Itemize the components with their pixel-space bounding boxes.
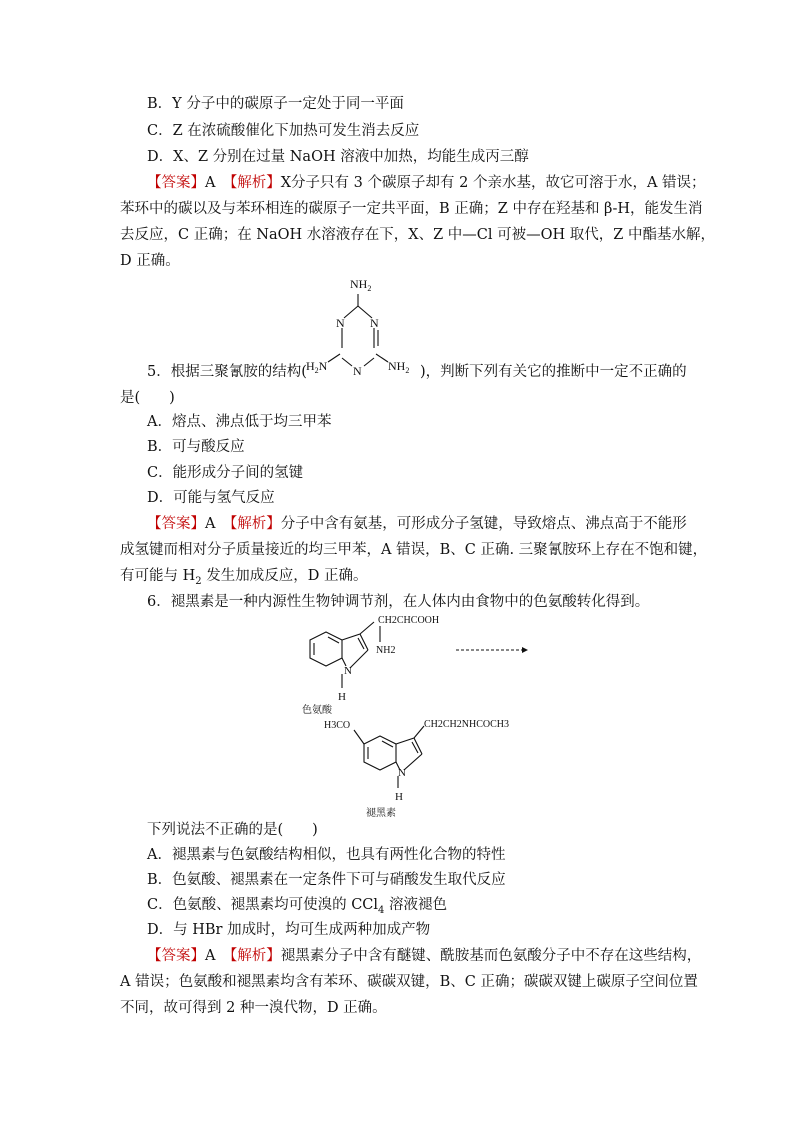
q6-question: 下列说法不正确的是( ) [147,822,318,838]
q4-analysis-line-3: 去反应，C 正确；在 NaOH 水溶液存在下，X、Z 中—Cl 可被—OH 取代，Z 中酯基水解， [120,227,715,243]
ring-n-left: N [336,316,345,330]
answer-tag: 【答案】 [147,175,205,191]
nh2-top-label: $NH_2$ [350,277,372,293]
tryptophan-n-label: N [344,665,352,677]
melatonin-chain-label: CH2CH2NHCOCH3 [424,719,510,730]
melatonin-h-label: H [395,791,403,803]
q5-stem-line-2: 是( ) [120,390,175,406]
q6-analysis-line-3: 不同，故可得到 2 种一溴代物，D 正确。 [120,1000,387,1016]
q4-option-b: B．Y 分子中的碳原子一定处于同一平面 [147,96,404,112]
q4-analysis-line-2: 苯环中的碳以及与苯环相连的碳原子一定共平面，B 正确；Z 中存在羟基和 β-H，能发生消 [120,201,703,217]
q4-analysis-line-4: D 正确。 [120,253,180,269]
q5-stem-part-1: 5．根据三聚氰胺的结构( [147,364,307,380]
melatonin-name: 褪黑素 [366,808,396,819]
analysis-text: 褪黑素分子中含有醚键、酰胺基而色氨酸分子中不存在这些结构， [280,948,702,964]
q6-option-b: B．色氨酸、褪黑素在一定条件下可与硝酸发生取代反应 [147,872,506,888]
melatonin-structure [318,712,528,820]
q6-option-d: D．与 HBr 加成时，均可生成两种加成产物 [147,922,431,938]
ring-n-right: N [370,316,379,330]
q5-answer-line [147,514,687,534]
nh2-right-label: $NH_2$ [388,359,410,375]
q6-option-a: A．褪黑素与色氨酸结构相似，也具有两性化合物的特性 [147,847,506,863]
q5-option-c: C．能形成分子间的氢键 [147,465,304,481]
q5-option-a: A．熔点、沸点低于均三甲苯 [147,414,332,430]
tryptophan-h-label: H [338,691,346,703]
melamine-structure [296,270,426,390]
q5-option-b: B．可与酸反应 [147,439,245,455]
tryptophan-nh2-label: NH2 [376,645,396,656]
analysis-tag: 【解析】 [229,516,281,532]
q4-answer-line [147,173,706,193]
analysis-tag: 【解析】 [229,175,281,191]
q5-stem-part-2: )，判断下列有关它的推断中一定不正确的 [420,364,687,380]
q4-option-d: D．X、Z 分别在过量 NaOH 溶液中加热，均能生成丙三醇 [147,149,529,165]
q5-analysis-line-2: 成氢键而相对分子质量接近的均三甲苯，A 错误，B、C 正确. 三聚氰胺环上存在不饱和键， [120,542,708,558]
q4-option-c: C．Z 在浓硫酸催化下加热可发生消去反应 [147,123,420,139]
analysis-text: 分子中含有氨基，可形成分子氢键，导致熔点、沸点高于不能形 [280,516,687,532]
h2n-left-label: $H_2N$ [306,359,328,375]
answer-value: A [205,516,216,532]
melatonin-meo-label: H3CO [324,720,351,731]
q6-analysis-line-2: A 错误；色氨酸和褪黑素均含有苯环、碳碳双键，B、C 正确；碳碳双键上碳原子空间位置 [120,974,698,990]
answer-value: A [205,175,216,191]
answer-tag: 【答案】 [147,948,205,964]
q6-stem: 6．褪黑素是一种内源性生物钟调节剂，在人体内由食物中的色氨酸转化得到。 [147,594,650,610]
q5-option-d: D．可能与氢气反应 [147,490,275,506]
answer-value: A [205,948,216,964]
tryptophan-chain-label: CH2CHCOOH [378,615,440,626]
tryptophan-structure [290,612,540,717]
analysis-tag: 【解析】 [229,948,281,964]
ring-n-bottom: N [353,364,362,378]
answer-tag: 【答案】 [147,516,205,532]
q5-analysis-line-3: 有可能与 $H_2$ 发生加成反应，D 正确。 [120,568,368,587]
analysis-text: X分子只有 3 个碳原子却有 2 个亲水基，故它可溶于水，A 错误； [280,175,706,191]
melatonin-n-label: N [398,767,406,779]
q6-option-c: C．色氨酸、褪黑素均可使溴的 CCl$_4$ 溶液褪色 [147,897,448,916]
tryptophan-name: 色氨酸 [302,705,332,716]
q6-answer-line [147,946,701,966]
